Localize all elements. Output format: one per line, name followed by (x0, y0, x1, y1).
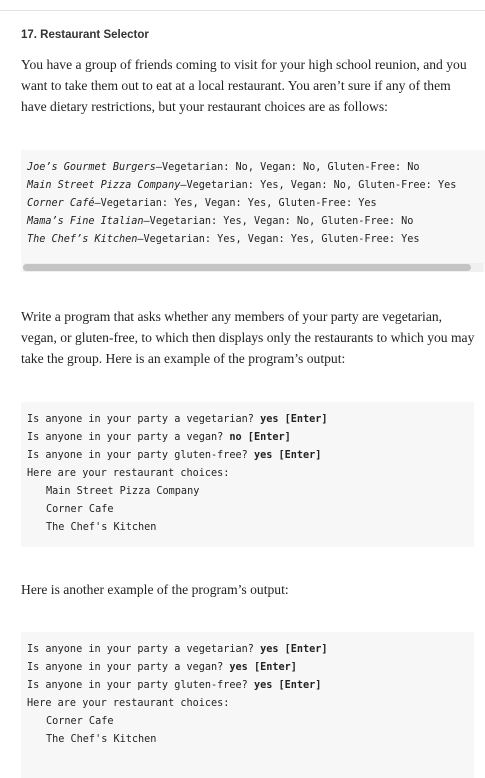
horizontal-scrollbar[interactable] (23, 263, 483, 272)
prompt-line: Is anyone in your party gluten-free? yes [Enter] (27, 450, 322, 461)
prompt-line: Is anyone in your party a vegan? yes [Enter] (27, 662, 297, 673)
restaurant-name: Main Street Pizza Company (27, 180, 181, 191)
scrollbar-thumb[interactable] (23, 264, 471, 271)
example-output-1 (21, 402, 474, 547)
choice-item: Corner Cafe (46, 504, 114, 515)
restaurant-details: —Vegetarian: Yes, Vegan: No, Gluten-Free: No (143, 216, 414, 227)
choice-item: Corner Cafe (46, 716, 114, 727)
top-divider (0, 10, 485, 11)
restaurant-line (21, 159, 485, 177)
restaurant-name: Mama’s Fine Italian (27, 216, 144, 227)
user-input: yes [Enter] (229, 662, 297, 673)
choice-item: The Chef's Kitchen (46, 522, 157, 533)
user-input: yes [Enter] (260, 644, 328, 655)
another-example-paragraph: Here is another example of the program’s output: (21, 582, 289, 597)
restaurant-details: —Vegetarian: Yes, Vegan: No, Gluten-Free: Yes (180, 180, 457, 191)
intro-paragraph: You have a group of friends coming to visit for your high school reunion, and you want to take them out to eat at a local restaurant. You aren’t sure if any of them have dietary restrictions, but your restaurant choices are as follows: (21, 57, 467, 114)
instructions-paragraph: Write a program that asks whether any members of your party are vegetarian, vegan, or gluten-free, to which then displays only the restaurants to which you may take the group. Here is an example of the program’s output: (21, 309, 475, 366)
restaurant-details: —Vegetarian: Yes, Vegan: Yes, Gluten-Free: Yes (137, 234, 420, 245)
user-input: yes [Enter] (253, 450, 322, 461)
restaurant-line (21, 213, 485, 231)
prompt-line: Is anyone in your party gluten-free? yes [Enter] (27, 680, 322, 691)
restaurant-list-code-block (21, 150, 485, 272)
prompt-line: Is anyone in your party a vegan? no [Enter] (27, 432, 291, 443)
restaurant-details: —Vegetarian: No, Vegan: No, Gluten-Free: No (155, 162, 420, 173)
restaurant-line (21, 195, 485, 213)
user-input: no [Enter] (229, 432, 291, 443)
prompt-line: Is anyone in your party a vegetarian? yes [Enter] (27, 644, 328, 655)
restaurant-line (21, 231, 485, 249)
user-input: yes [Enter] (253, 680, 322, 691)
restaurant-details: —Vegetarian: Yes, Vegan: Yes, Gluten-Free: Yes (94, 198, 377, 209)
user-input: yes [Enter] (260, 414, 328, 425)
restaurant-name: The Chef’s Kitchen (27, 234, 138, 245)
restaurant-line (21, 177, 485, 195)
choices-label: Here are your restaurant choices: (27, 468, 230, 479)
choices-label: Here are your restaurant choices: (27, 698, 230, 709)
exercise-heading: 17. Restaurant Selector (21, 29, 149, 41)
example-output-2 (21, 632, 474, 778)
restaurant-name: Corner Café (27, 198, 95, 209)
choice-item: Main Street Pizza Company (46, 486, 200, 497)
choice-item: The Chef's Kitchen (46, 734, 157, 745)
prompt-line: Is anyone in your party a vegetarian? yes [Enter] (27, 414, 328, 425)
restaurant-name: Joe’s Gourmet Burgers (27, 162, 156, 173)
